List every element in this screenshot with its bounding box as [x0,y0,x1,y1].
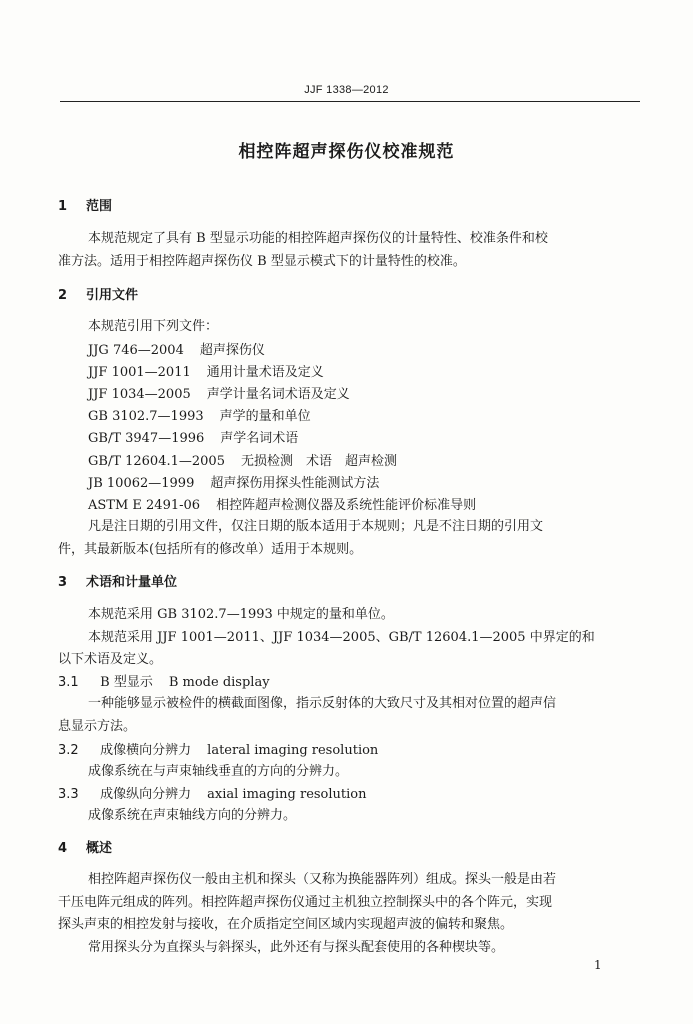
refs-note-line-2: 件，其最新版本(包括所有的修改单）适用于本规则。 [58,542,363,557]
term-heading [58,783,367,802]
page-number: 1 [594,958,602,972]
refs-note-line-1: 凡是注日期的引用文件，仅注日期的版本适用于本规则；凡是不注日期的引用文 [88,519,544,534]
section-number: 4 [58,841,68,856]
ref-item [88,427,298,446]
ref-code: GB 3102.7—1993 [88,409,204,424]
terms-intro-1: 本规范采用 GB 3102.7—1993 中规定的量和单位。 [88,607,394,622]
term-number: 3.3 [58,787,79,802]
header-rule [60,101,640,102]
section-heading-4 [58,837,112,856]
section-title: 概述 [86,841,113,856]
scope-line-1: 本规范规定了具有 B 型显示功能的相控阵超声探伤仪的计量特性、校准条件和校 [88,231,548,246]
ref-code: GB/T 12604.1—2005 [88,454,225,469]
term-number: 3.1 [58,675,79,690]
section-heading-3 [58,571,177,590]
ref-item [88,494,476,513]
ref-name: 声学计量名词术语及定义 [206,387,350,402]
term-number: 3.2 [58,743,79,758]
overview-line-2: 干压电阵元组成的阵列。相控阵超声探伤仪通过主机独立控制探头中的各个阵元，实现 [58,895,553,910]
term-definition: 一种能够显示被检件的横截面图像，指示反射体的大致尺寸及其相对位置的超声信 [88,696,557,711]
section-heading-1 [58,195,112,214]
refs-intro: 本规范引用下列文件： [88,319,219,334]
ref-name: 相控阵超声检测仪器及系统性能评价标准导则 [216,498,477,513]
term-en: B mode display [168,675,270,690]
ref-item [88,405,311,424]
document-title: 相控阵超声探伤仪校准规范 [238,142,455,162]
terms-intro-2b: 以下术语及定义。 [58,652,163,667]
ref-item [88,383,350,402]
section-number: 1 [58,199,68,214]
term-definition: 成像系统在声束轴线方向的分辨力。 [88,808,297,823]
section-heading-2 [58,284,138,303]
overview-line-3: 探头声束的相控发射与接收，在介质指定空间区域内实现超声波的偏转和聚焦。 [58,917,514,932]
term-en: axial imaging resolution [207,787,367,802]
term-definition-cont: 息显示方法。 [58,719,137,734]
section-number: 3 [58,575,68,590]
section-title: 范围 [86,199,113,214]
overview-line-4: 常用探头分为直探头与斜探头，此外还有与探头配套使用的各种楔块等。 [88,940,505,955]
ref-code: ASTM E 2491-06 [88,498,201,513]
ref-name: 无损检测 术语 超声检测 [240,454,397,469]
ref-name: 超声探伤仪 [199,343,265,358]
section-title: 术语和计量单位 [86,575,178,590]
ref-item [88,361,324,380]
ref-code: GB/T 3947—1996 [88,431,205,446]
ref-code: JB 10062—1999 [88,476,195,491]
ref-item [88,339,265,358]
term-heading [58,739,378,758]
ref-code: JJF 1001—2011 [88,365,191,380]
ref-item [88,472,379,491]
ref-name: 声学名词术语 [220,431,299,446]
term-heading [58,671,270,690]
running-header: JJF 1338—2012 [304,84,389,96]
ref-name: 声学的量和单位 [219,409,311,424]
ref-name: 超声探伤用探头性能测试方法 [210,476,380,491]
term-cn: 成像纵向分辨力 [100,787,192,802]
scope-line-2: 准方法。适用于相控阵超声探伤仪 B 型显示模式下的计量特性的校准。 [58,254,466,269]
term-definition: 成像系统在与声束轴线垂直的方向的分辨力。 [88,764,349,779]
section-number: 2 [58,288,68,303]
term-cn: B 型显示 [100,675,153,690]
term-en: lateral imaging resolution [207,743,379,758]
overview-line-1: 相控阵超声探伤仪一般由主机和探头（又称为换能器阵列）组成。探头一般是由若 [88,872,557,887]
ref-code: JJF 1034—2005 [88,387,191,402]
ref-item [88,450,397,469]
term-cn: 成像横向分辨力 [100,743,192,758]
ref-name: 通用计量术语及定义 [206,365,324,380]
terms-intro-2: 本规范采用 JJF 1001—2011、JJF 1034—2005、GB/T 12604.1—2005 中界定的和 [88,630,595,645]
section-title: 引用文件 [86,288,139,303]
ref-code: JJG 746—2004 [88,343,184,358]
